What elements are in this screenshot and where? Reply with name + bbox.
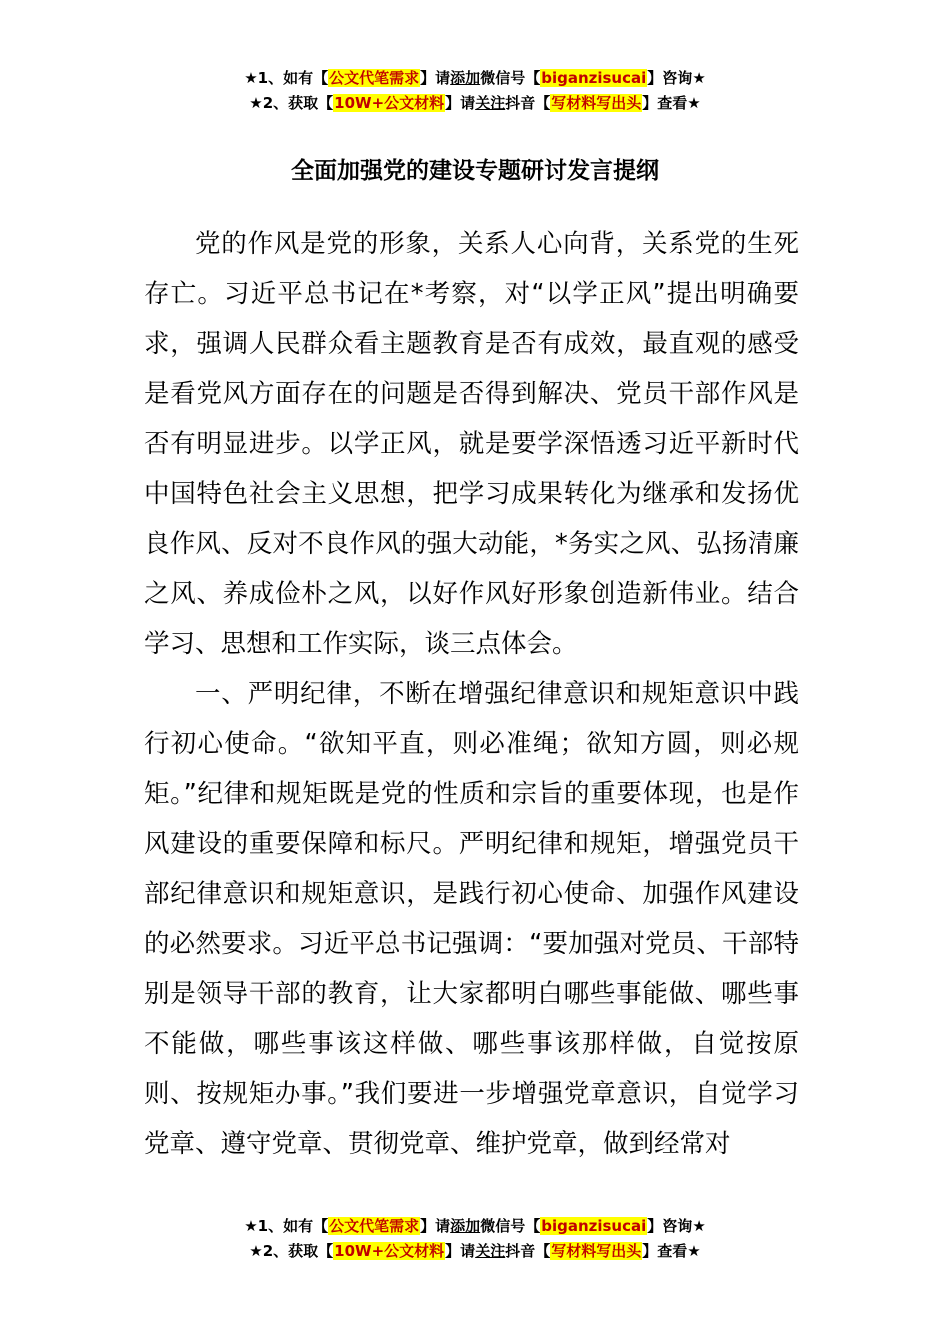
bracket: 【 — [313, 1217, 329, 1235]
bracket: 【 — [318, 94, 334, 112]
banner-text: 查看 — [657, 1242, 688, 1260]
banner-line-1 — [0, 1214, 950, 1239]
highlight-wechat-id: biganzisucai — [541, 69, 647, 87]
banner-text: 咨询 — [662, 1217, 693, 1235]
banner-text: 咨询 — [662, 69, 693, 87]
banner-line-2 — [0, 1239, 950, 1264]
bracket: 【 — [525, 69, 541, 87]
banner-text: 抖音 — [505, 94, 536, 112]
banner-text: 请 — [435, 69, 451, 87]
highlight-materials: 10W+公文材料 — [334, 94, 445, 112]
star-icon: ★ — [249, 1242, 263, 1260]
document-title: 全面加强党的建设专题研讨发言提纲 — [291, 158, 659, 184]
highlight-materials: 10W+公文材料 — [334, 1242, 445, 1260]
bracket: 】 — [647, 1217, 663, 1235]
bracket: 【 — [535, 1242, 551, 1260]
star-icon: ★ — [244, 1217, 258, 1235]
banner-text: 请 — [460, 1242, 476, 1260]
star-icon: ★ — [687, 1242, 701, 1260]
star-icon: ★ — [692, 1217, 706, 1235]
star-icon: ★ — [244, 69, 258, 87]
star-icon: ★ — [249, 94, 263, 112]
header-banner — [0, 66, 950, 116]
bracket: 【 — [535, 94, 551, 112]
bracket: 【 — [525, 1217, 541, 1235]
highlight-service: 公文代笔需求 — [329, 1217, 420, 1235]
banner-text-underlined: 关注 — [475, 94, 506, 112]
bracket: 】 — [445, 94, 461, 112]
banner-text: 请 — [460, 94, 476, 112]
banner-text: 2、获取 — [262, 94, 319, 112]
bracket: 【 — [313, 69, 329, 87]
highlight-douyin-account: 写材料写出头 — [551, 94, 642, 112]
banner-text: 1、如有 — [257, 69, 314, 87]
bracket: 】 — [445, 1242, 461, 1260]
banner-line-1 — [0, 66, 950, 91]
banner-text: 2、获取 — [262, 1242, 319, 1260]
star-icon: ★ — [687, 94, 701, 112]
bracket: 】 — [642, 94, 658, 112]
banner-text: 抖音 — [505, 1242, 536, 1260]
highlight-service: 公文代笔需求 — [329, 69, 420, 87]
highlight-wechat-id: biganzisucai — [541, 1217, 647, 1235]
banner-text-underlined: 添加 — [450, 1217, 481, 1235]
banner-text: 微信号 — [480, 1217, 526, 1235]
bracket: 】 — [642, 1242, 658, 1260]
bracket: 】 — [647, 69, 663, 87]
banner-text-underlined: 关注 — [475, 1242, 506, 1260]
banner-line-2 — [0, 91, 950, 116]
footer-banner — [0, 1214, 950, 1264]
highlight-douyin-account: 写材料写出头 — [551, 1242, 642, 1260]
banner-text-underlined: 添加 — [450, 69, 481, 87]
document-body — [144, 219, 799, 1169]
paragraph-point-one: 一、严明纪律，不断在增强纪律意识和规矩意识中践行初心使命。“欲知平直，则必准绳；欲知方圆，则必规矩。”纪律和规矩既是党的性质和宗旨的重要体现，也是作风建设的重要保障和标尺。严明纪律和规矩，增强党员干部纪律意识和规矩意识，是践行初心使命、加强作风建设的必然要求。习近平总书记强调：“要加强对党员、干部特别是领导干部的教育，让大家都明白哪些事能做、哪些事不能做，哪些事该这样做、哪些事该那样做，自觉按原则、按规矩办事。”我们要进一步增强党章意识，自觉学习党章、遵守党章、贯彻党章、维护党章，做到经常对 — [144, 679, 799, 1159]
banner-text: 查看 — [657, 94, 688, 112]
paragraph-intro: 党的作风是党的形象，关系人心向背，关系党的生死存亡。习近平总书记在*考察，对“以学正风”提出明确要求，强调人民群众看主题教育是否有成效，最直观的感受是看党风方面存在的问题是否得到解决、党员干部作风是否有明显进步。以学正风，就是要学深悟透习近平新时代中国特色社会主义思想，把学习成果转化为继承和发扬优良作风、反对不良作风的强大动能，*务实之风、弘扬清廉之风、养成俭朴之风，以好作风好形象创造新伟业。结合学习、思想和工作实际，谈三点体会。 — [144, 229, 799, 659]
bracket: 】 — [420, 69, 436, 87]
banner-text: 微信号 — [480, 69, 526, 87]
star-icon: ★ — [692, 69, 706, 87]
banner-text: 请 — [435, 1217, 451, 1235]
banner-text: 1、如有 — [257, 1217, 314, 1235]
bracket: 【 — [318, 1242, 334, 1260]
bracket: 】 — [420, 1217, 436, 1235]
